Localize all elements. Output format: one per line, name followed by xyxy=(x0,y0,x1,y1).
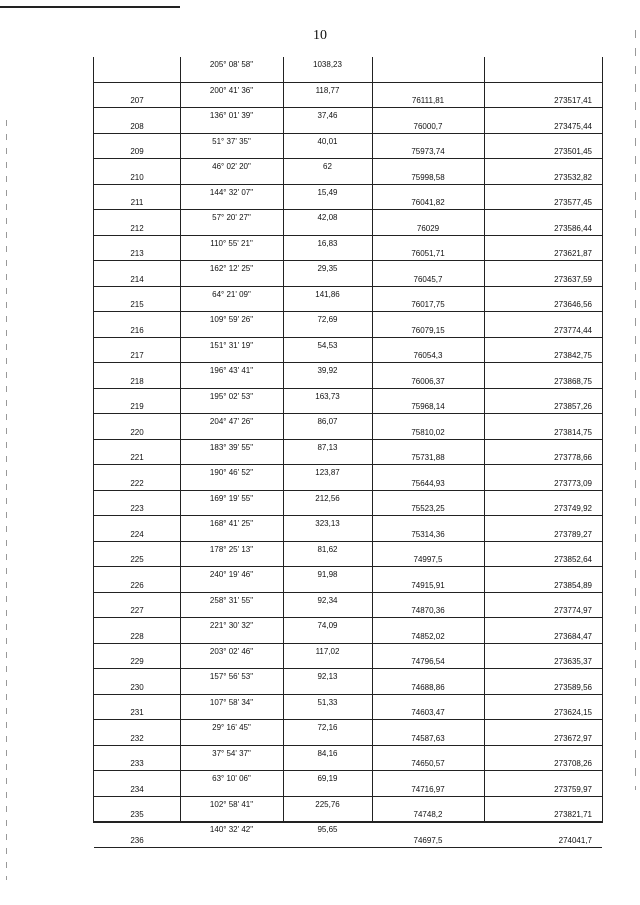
distance-value: 92,34 xyxy=(317,595,338,605)
point-number: 218 xyxy=(130,376,144,386)
point-number: 211 xyxy=(130,198,144,207)
direction-angle: 57° 20' 27" xyxy=(212,213,251,222)
x-coordinate: 74716,97 xyxy=(411,784,445,794)
point-number: 224 xyxy=(130,529,144,539)
table-row xyxy=(94,440,602,466)
point-number: 235 xyxy=(130,810,144,819)
direction-angle: 37° 54' 37" xyxy=(212,748,251,758)
x-coordinate: 74603,47 xyxy=(411,708,445,717)
direction-angle: 178° 25' 13" xyxy=(209,544,254,554)
direction-angle: 102° 58' 41" xyxy=(209,799,254,809)
direction-angle: 140° 32' 42" xyxy=(209,825,254,834)
table-row xyxy=(94,108,602,134)
table-row xyxy=(94,542,602,568)
direction-angle: 109° 59' 26" xyxy=(209,315,254,324)
direction-angle: 190° 46' 52" xyxy=(209,468,254,477)
x-coordinate: 75523,25 xyxy=(411,504,445,513)
distance-value: 141,86 xyxy=(315,289,340,299)
direction-angle: 204° 47' 26" xyxy=(209,417,254,426)
point-number: 219 xyxy=(130,402,144,411)
table-row xyxy=(94,695,602,721)
scan-edge-right xyxy=(635,30,636,790)
y-coordinate: 273517,41 xyxy=(554,96,592,105)
direction-angle: 144° 32' 07" xyxy=(209,187,254,197)
point-number: 233 xyxy=(130,759,144,768)
table-row xyxy=(94,312,602,338)
x-coordinate: 75998,58 xyxy=(411,172,445,182)
distance-value: 72,69 xyxy=(317,315,338,324)
direction-angle: 203° 02' 46" xyxy=(209,646,254,656)
y-coordinate: 273635,37 xyxy=(554,657,592,666)
distance-value: 86,07 xyxy=(317,417,338,426)
distance-value: 87,13 xyxy=(317,442,338,452)
table-row xyxy=(94,644,602,670)
direction-angle: 157° 56' 53" xyxy=(209,672,254,681)
direction-angle: 168° 41' 25" xyxy=(209,519,254,528)
point-number: 221 xyxy=(130,453,144,462)
table-row xyxy=(94,261,602,287)
direction-angle: 29° 16' 45" xyxy=(212,723,251,732)
point-number: 232 xyxy=(130,733,144,743)
table-row xyxy=(94,134,602,160)
table-row xyxy=(94,516,602,542)
x-coordinate: 74870,36 xyxy=(411,606,445,615)
table-row xyxy=(94,771,602,797)
distance-value: 39,92 xyxy=(317,366,338,375)
table-row xyxy=(94,57,602,83)
x-coordinate: 76000,7 xyxy=(413,121,443,131)
table-row xyxy=(94,491,602,517)
distance-value: 62 xyxy=(323,162,332,171)
x-coordinate: 75644,93 xyxy=(411,478,445,488)
point-number: 231 xyxy=(130,708,144,717)
direction-angle: 151° 31' 19" xyxy=(209,340,254,350)
point-number: 227 xyxy=(130,606,144,615)
x-coordinate: 76051,71 xyxy=(411,249,445,258)
direction-angle: 200° 41' 36" xyxy=(209,85,254,95)
x-coordinate: 76041,82 xyxy=(411,198,445,207)
x-coordinate: 76111,81 xyxy=(411,96,445,105)
direction-angle: 136° 01' 39" xyxy=(209,111,254,120)
y-coordinate: 273621,87 xyxy=(554,249,592,258)
y-coordinate: 273646,56 xyxy=(554,300,592,309)
table-row xyxy=(94,414,602,440)
point-number: 229 xyxy=(130,657,144,666)
distance-value: 40,01 xyxy=(317,136,338,146)
distance-value: 91,98 xyxy=(317,570,338,579)
point-number: 220 xyxy=(130,427,144,437)
x-coordinate: 74748,2 xyxy=(413,810,443,819)
x-coordinate: 74852,02 xyxy=(411,631,445,641)
table-row xyxy=(94,618,602,644)
y-coordinate: 273637,59 xyxy=(554,274,592,284)
scan-edge-left xyxy=(6,120,7,880)
y-coordinate: 273857,26 xyxy=(554,402,592,411)
direction-angle: 110° 55' 21" xyxy=(210,238,253,248)
direction-angle: 64° 21' 09" xyxy=(212,289,251,299)
distance-value: 84,16 xyxy=(317,748,338,758)
x-coordinate: 74697,5 xyxy=(413,835,443,845)
y-coordinate: 273624,15 xyxy=(554,708,592,717)
y-coordinate: 273749,92 xyxy=(554,504,592,513)
y-coordinate: 273773,09 xyxy=(554,478,592,488)
y-coordinate: 273821,71 xyxy=(554,810,592,819)
x-coordinate: 76054,3 xyxy=(413,351,443,360)
x-coordinate: 75314,36 xyxy=(411,529,445,539)
point-number: 225 xyxy=(130,555,144,564)
distance-value: 42,08 xyxy=(317,213,338,222)
point-number: 209 xyxy=(130,147,144,156)
y-coordinate: 273501,45 xyxy=(554,147,592,156)
direction-angle: 240° 19' 46" xyxy=(209,570,254,579)
x-coordinate: 76006,37 xyxy=(411,376,445,386)
x-coordinate: 75731,88 xyxy=(411,453,445,462)
y-coordinate: 273774,44 xyxy=(554,325,592,335)
direction-angle: 46° 02' 20" xyxy=(212,162,251,171)
point-number: 236 xyxy=(130,835,144,845)
x-coordinate: 75973,74 xyxy=(411,147,445,156)
table-row xyxy=(94,593,602,619)
y-coordinate: 273532,82 xyxy=(554,172,592,182)
scan-edge-line xyxy=(0,6,180,8)
direction-angle: 63° 10' 06" xyxy=(212,774,251,783)
table-row xyxy=(94,669,602,695)
point-number: 207 xyxy=(130,96,144,105)
direction-angle: 183° 39' 55" xyxy=(209,442,254,452)
direction-angle: 205° 08' 58" xyxy=(209,60,254,69)
point-number: 217 xyxy=(130,351,144,360)
table-row xyxy=(94,797,602,823)
x-coordinate: 74688,86 xyxy=(411,682,445,692)
y-coordinate: 273475,44 xyxy=(554,121,592,131)
row-divider xyxy=(94,847,602,848)
point-number: 213 xyxy=(130,249,144,258)
y-coordinate: 273577,45 xyxy=(554,198,592,207)
x-coordinate: 74997,5 xyxy=(413,555,443,564)
table-row xyxy=(94,83,602,109)
x-coordinate: 76079,15 xyxy=(411,325,445,335)
y-coordinate: 273672,97 xyxy=(554,733,592,743)
table-row xyxy=(94,567,602,593)
point-number: 212 xyxy=(130,223,144,233)
point-number: 226 xyxy=(130,580,144,590)
point-number: 230 xyxy=(130,682,144,692)
x-coordinate: 76017,75 xyxy=(411,300,445,309)
distance-value: 117,02 xyxy=(315,646,340,656)
table-row xyxy=(94,236,602,262)
y-coordinate: 273774,97 xyxy=(554,606,592,615)
y-coordinate: 273589,56 xyxy=(554,682,592,692)
y-coordinate: 273708,26 xyxy=(554,759,592,768)
point-number: 234 xyxy=(130,784,144,794)
table-row xyxy=(94,210,602,236)
x-coordinate: 74650,57 xyxy=(411,759,445,768)
table-row xyxy=(94,389,602,415)
point-number: 215 xyxy=(130,300,144,309)
distance-value: 323,13 xyxy=(315,519,340,528)
table-row xyxy=(94,465,602,491)
y-coordinate: 273778,66 xyxy=(554,453,592,462)
distance-value: 118,77 xyxy=(315,85,340,95)
direction-angle: 107° 58' 34" xyxy=(209,697,254,707)
x-coordinate: 76029 xyxy=(416,223,440,233)
point-number: 216 xyxy=(130,325,144,335)
distance-value: 163,73 xyxy=(315,391,340,401)
y-coordinate: 273684,47 xyxy=(554,631,592,641)
table-row xyxy=(94,338,602,364)
distance-value: 225,76 xyxy=(315,799,340,809)
distance-value: 69,19 xyxy=(317,774,338,783)
page-number: 10 xyxy=(313,28,327,43)
x-coordinate: 75968,14 xyxy=(411,402,445,411)
table-row xyxy=(94,822,602,848)
y-coordinate: 273759,97 xyxy=(554,784,592,794)
distance-value: 1038,23 xyxy=(313,60,342,69)
y-coordinate: 273789,27 xyxy=(554,529,592,539)
table-row xyxy=(94,746,602,772)
x-coordinate: 75810,02 xyxy=(411,427,445,437)
table-row xyxy=(94,363,602,389)
distance-value: 29,35 xyxy=(317,264,338,273)
direction-angle: 51° 37' 35" xyxy=(212,136,251,146)
distance-value: 16,83 xyxy=(317,238,338,248)
coordinates-table xyxy=(93,57,603,845)
distance-value: 54,53 xyxy=(317,340,338,350)
distance-value: 51,33 xyxy=(317,697,338,707)
y-coordinate: 273854,89 xyxy=(554,580,592,590)
direction-angle: 195° 02' 53" xyxy=(209,391,254,401)
y-coordinate: 273868,75 xyxy=(554,376,592,386)
point-number: 208 xyxy=(130,121,144,131)
x-coordinate: 76045,7 xyxy=(413,274,443,284)
distance-value: 212,56 xyxy=(315,493,340,503)
table-row xyxy=(94,720,602,746)
distance-value: 95,65 xyxy=(317,825,338,834)
x-coordinate: 74796,54 xyxy=(411,657,445,666)
direction-angle: 258° 31' 55" xyxy=(209,595,254,605)
distance-value: 15,49 xyxy=(317,187,338,197)
distance-value: 74,09 xyxy=(317,621,338,630)
y-coordinate: 274041,7 xyxy=(558,835,592,845)
direction-angle: 221° 30' 32" xyxy=(209,621,254,630)
distance-value: 37,46 xyxy=(317,111,338,120)
table-row xyxy=(94,185,602,211)
point-number: 222 xyxy=(130,478,144,488)
direction-angle: 162° 12' 25" xyxy=(209,264,254,273)
table-row xyxy=(94,159,602,185)
y-coordinate: 273842,75 xyxy=(554,351,592,360)
table-row xyxy=(94,287,602,313)
direction-angle: 169° 19' 55" xyxy=(209,493,254,503)
distance-value: 123,87 xyxy=(315,468,340,477)
point-number: 223 xyxy=(130,504,144,513)
point-number: 210 xyxy=(130,172,144,182)
y-coordinate: 273814,75 xyxy=(554,427,592,437)
x-coordinate: 74587,63 xyxy=(411,733,445,743)
y-coordinate: 273852,64 xyxy=(554,555,592,564)
distance-value: 92,13 xyxy=(317,672,338,681)
distance-value: 81,62 xyxy=(317,544,338,554)
direction-angle: 196° 43' 41" xyxy=(209,366,254,375)
point-number: 214 xyxy=(130,274,144,284)
y-coordinate: 273586,44 xyxy=(554,223,592,233)
point-number: 228 xyxy=(130,631,144,641)
x-coordinate: 74915,91 xyxy=(411,580,445,590)
distance-value: 72,16 xyxy=(317,723,338,732)
